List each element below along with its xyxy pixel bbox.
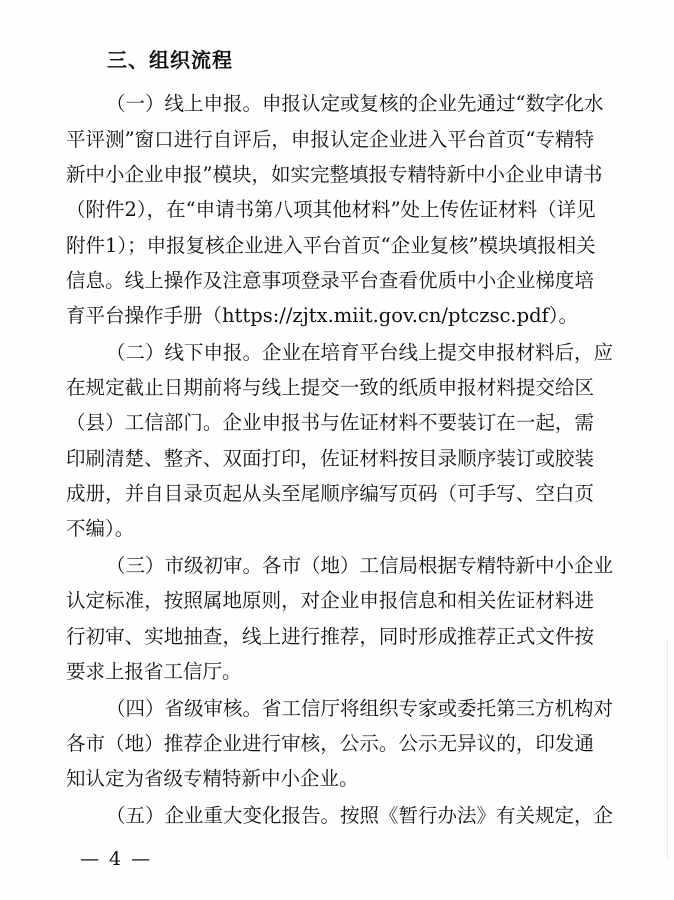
paragraph-line: （附件2），在“申请书第八项其他材料”处上传佐证材料（详见 xyxy=(66,198,596,221)
paragraph-line: 知认定为省级专精特新中小企业。 xyxy=(66,767,359,790)
paragraph-line: 要求上报省工信厅。 xyxy=(66,660,242,683)
paragraph-line: 平评测”窗口进行自评后，申报认定企业进入平台首页“专精特 xyxy=(66,128,594,151)
paragraph-line: 在规定截止日期前将与线上提交一致的纸质申报材料提交给区 xyxy=(66,376,594,399)
paragraph-line: 信息。线上操作及注意事项登录平台查看优质中小企业梯度培 xyxy=(66,269,594,292)
section-heading: 三、组织流程 xyxy=(107,48,233,72)
paragraph-line: （三）市级初审。各市（地）工信局根据专精特新中小企业 xyxy=(106,554,614,577)
paragraph-line: 育平台操作手册（https://zjtx.miit.gov.cn/ptczsc.pdf）。 xyxy=(66,304,579,327)
paragraph-line: （县）工信部门。企业申报书与佐证材料不要装订在一起，需 xyxy=(66,411,594,434)
paragraph-line: （四）省级审核。省工信厅将组织专家或委托第三方机构对 xyxy=(106,697,614,720)
paragraph-line: 不编）。 xyxy=(66,517,135,540)
paragraph-line: 印刷清楚、整齐、双面打印，佐证材料按目录顺序装订或胶装 xyxy=(66,447,594,470)
scan-edge-shadow xyxy=(667,640,668,860)
paragraph-line: 成册，并自目录页起从头至尾顺序编写页码（可手写、空白页 xyxy=(66,482,594,505)
paragraph-line: 各市（地）推荐企业进行审核，公示。公示无异议的，印发通 xyxy=(66,732,594,755)
page-number: — 4 — xyxy=(80,848,153,870)
paragraph-line: （一）线上申报。申报认定或复核的企业先通过“数字化水 xyxy=(106,92,604,115)
paragraph-line: （五）企业重大变化报告。按照《暂行办法》有关规定，企 xyxy=(106,804,614,827)
paragraph-line: 附件1）；申报复核企业进入平台首页“企业复核”模块填报相关 xyxy=(66,234,596,257)
paragraph-line: 认定标准，按照属地原则，对企业申报信息和相关佐证材料进 xyxy=(66,589,594,612)
paragraph-line: 新中小企业申报”模块，如实完整填报专精特新中小企业申请书 xyxy=(66,163,603,186)
paragraph-line: （二）线下申报。企业在培育平台线上提交申报材料后，应 xyxy=(106,341,614,364)
paragraph-line: 行初审、实地抽查，线上进行推荐，同时形成推荐正式文件按 xyxy=(66,625,594,648)
